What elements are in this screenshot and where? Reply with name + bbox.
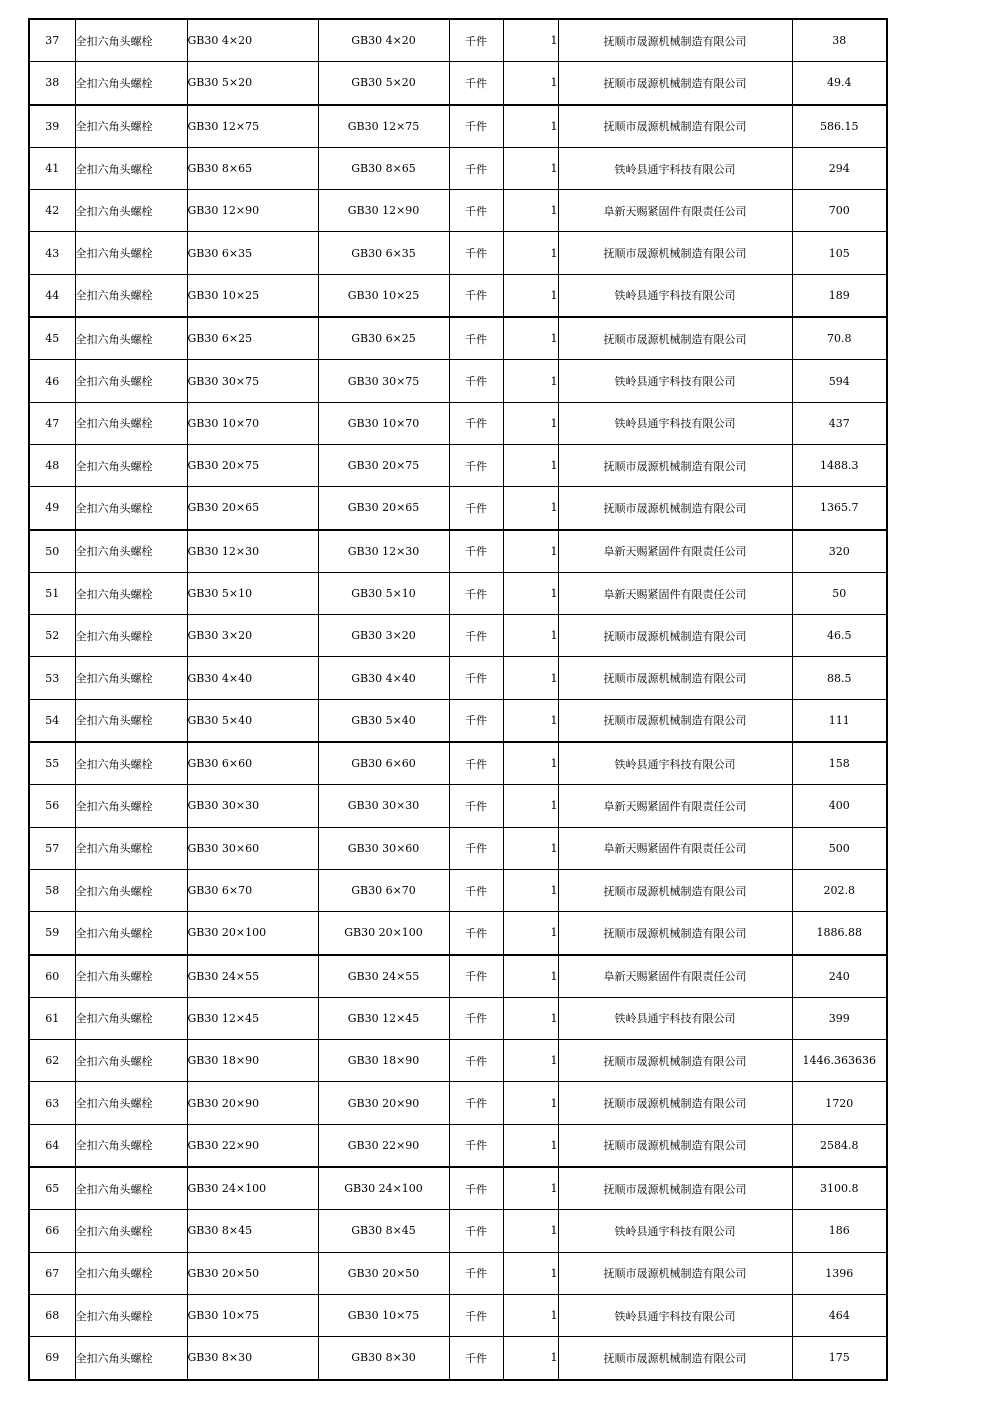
quantity-cell: 1: [503, 317, 558, 360]
spec-duplicate-cell: GB30 4×20: [318, 19, 449, 62]
price-cell: 175: [792, 1337, 887, 1380]
part-name-cell: 全扣六角头螺栓: [75, 572, 187, 614]
supplier-cell: 抚顺市晟源机械制造有限公司: [558, 317, 792, 360]
part-name-cell: 全扣六角头螺栓: [75, 1082, 187, 1124]
spec-cell: GB30 20×90: [187, 1082, 318, 1124]
spec-cell: GB30 20×75: [187, 444, 318, 486]
unit-cell: 千件: [449, 827, 503, 869]
row-number-cell: 61: [29, 997, 75, 1039]
supplier-cell: 抚顺市晟源机械制造有限公司: [558, 657, 792, 699]
spec-cell: GB30 8×45: [187, 1210, 318, 1252]
spec-cell: GB30 10×70: [187, 402, 318, 444]
spec-cell: GB30 30×75: [187, 360, 318, 402]
spec-duplicate-cell: GB30 20×75: [318, 444, 449, 486]
spec-duplicate-cell: GB30 20×50: [318, 1252, 449, 1294]
spec-duplicate-cell: GB30 4×40: [318, 657, 449, 699]
part-name-cell: 全扣六角头螺栓: [75, 360, 187, 402]
price-cell: 1488.3: [792, 444, 887, 486]
quantity-cell: 1: [503, 869, 558, 911]
quantity-cell: 1: [503, 147, 558, 189]
quantity-cell: 1: [503, 997, 558, 1039]
unit-cell: 千件: [449, 615, 503, 657]
unit-cell: 千件: [449, 232, 503, 274]
spec-duplicate-cell: GB30 30×60: [318, 827, 449, 869]
price-cell: 1720: [792, 1082, 887, 1124]
table-row: [29, 317, 887, 360]
quantity-cell: 1: [503, 1337, 558, 1380]
table-row: [29, 147, 887, 189]
spec-cell: GB30 12×30: [187, 530, 318, 573]
quantity-cell: 1: [503, 827, 558, 869]
unit-cell: 千件: [449, 912, 503, 955]
unit-cell: 千件: [449, 1124, 503, 1167]
supplier-cell: 抚顺市晟源机械制造有限公司: [558, 1040, 792, 1082]
quantity-cell: 1: [503, 657, 558, 699]
spec-cell: GB30 5×20: [187, 62, 318, 105]
table-row: [29, 444, 887, 486]
price-cell: 202.8: [792, 869, 887, 911]
table-row: [29, 105, 887, 148]
spec-duplicate-cell: GB30 20×100: [318, 912, 449, 955]
unit-cell: 千件: [449, 62, 503, 105]
price-cell: 500: [792, 827, 887, 869]
table-row: [29, 190, 887, 232]
price-cell: 50: [792, 572, 887, 614]
supplier-cell: 铁岭县通宇科技有限公司: [558, 274, 792, 317]
spec-duplicate-cell: GB30 5×10: [318, 572, 449, 614]
spec-cell: GB30 12×75: [187, 105, 318, 148]
price-cell: 594: [792, 360, 887, 402]
supplier-cell: 铁岭县通宇科技有限公司: [558, 402, 792, 444]
row-number-cell: 56: [29, 785, 75, 827]
part-name-cell: 全扣六角头螺栓: [75, 402, 187, 444]
spec-cell: GB30 4×40: [187, 657, 318, 699]
quantity-cell: 1: [503, 912, 558, 955]
spec-cell: GB30 6×25: [187, 317, 318, 360]
unit-cell: 千件: [449, 785, 503, 827]
spec-cell: GB30 12×90: [187, 190, 318, 232]
table-row: [29, 530, 887, 573]
quantity-cell: 1: [503, 105, 558, 148]
spec-cell: GB30 10×75: [187, 1294, 318, 1336]
unit-cell: 千件: [449, 1252, 503, 1294]
quantity-cell: 1: [503, 1167, 558, 1210]
price-cell: 38: [792, 19, 887, 62]
price-cell: 186: [792, 1210, 887, 1252]
spec-duplicate-cell: GB30 5×40: [318, 699, 449, 742]
spec-duplicate-cell: GB30 18×90: [318, 1040, 449, 1082]
spec-cell: GB30 20×65: [187, 487, 318, 530]
row-number-cell: 66: [29, 1210, 75, 1252]
spec-duplicate-cell: GB30 10×25: [318, 274, 449, 317]
price-cell: 437: [792, 402, 887, 444]
part-name-cell: 全扣六角头螺栓: [75, 444, 187, 486]
quantity-cell: 1: [503, 785, 558, 827]
spec-duplicate-cell: GB30 12×90: [318, 190, 449, 232]
row-number-cell: 47: [29, 402, 75, 444]
supplier-cell: 抚顺市晟源机械制造有限公司: [558, 232, 792, 274]
price-cell: 2584.8: [792, 1124, 887, 1167]
unit-cell: 千件: [449, 444, 503, 486]
table-row: [29, 785, 887, 827]
part-name-cell: 全扣六角头螺栓: [75, 912, 187, 955]
spec-cell: GB30 20×100: [187, 912, 318, 955]
supplier-cell: 铁岭县通宇科技有限公司: [558, 360, 792, 402]
unit-cell: 千件: [449, 657, 503, 699]
row-number-cell: 45: [29, 317, 75, 360]
spec-cell: GB30 5×10: [187, 572, 318, 614]
unit-cell: 千件: [449, 572, 503, 614]
quantity-cell: 1: [503, 274, 558, 317]
spec-cell: GB30 4×20: [187, 19, 318, 62]
part-name-cell: 全扣六角头螺栓: [75, 785, 187, 827]
spec-duplicate-cell: GB30 8×45: [318, 1210, 449, 1252]
row-number-cell: 54: [29, 699, 75, 742]
quantity-cell: 1: [503, 699, 558, 742]
row-number-cell: 55: [29, 742, 75, 785]
spec-duplicate-cell: GB30 10×70: [318, 402, 449, 444]
spec-duplicate-cell: GB30 22×90: [318, 1124, 449, 1167]
unit-cell: 千件: [449, 869, 503, 911]
price-cell: 1446.363636: [792, 1040, 887, 1082]
row-number-cell: 49: [29, 487, 75, 530]
row-number-cell: 63: [29, 1082, 75, 1124]
supplier-cell: 阜新天赐紧固件有限责任公司: [558, 785, 792, 827]
part-name-cell: 全扣六角头螺栓: [75, 1337, 187, 1380]
spec-cell: GB30 12×45: [187, 997, 318, 1039]
unit-cell: 千件: [449, 360, 503, 402]
supplier-cell: 抚顺市晟源机械制造有限公司: [558, 444, 792, 486]
spec-duplicate-cell: GB30 12×30: [318, 530, 449, 573]
part-name-cell: 全扣六角头螺栓: [75, 1294, 187, 1336]
supplier-cell: 抚顺市晟源机械制造有限公司: [558, 19, 792, 62]
price-cell: 158: [792, 742, 887, 785]
quantity-cell: 1: [503, 1210, 558, 1252]
supplier-cell: 阜新天赐紧固件有限责任公司: [558, 955, 792, 998]
unit-cell: 千件: [449, 190, 503, 232]
unit-cell: 千件: [449, 1337, 503, 1380]
quantity-cell: 1: [503, 1040, 558, 1082]
row-number-cell: 65: [29, 1167, 75, 1210]
price-cell: 1365.7: [792, 487, 887, 530]
spec-cell: GB30 8×30: [187, 1337, 318, 1380]
price-cell: 240: [792, 955, 887, 998]
unit-cell: 千件: [449, 997, 503, 1039]
price-cell: 70.8: [792, 317, 887, 360]
price-cell: 294: [792, 147, 887, 189]
row-number-cell: 62: [29, 1040, 75, 1082]
part-name-cell: 全扣六角头螺栓: [75, 147, 187, 189]
unit-cell: 千件: [449, 105, 503, 148]
supplier-cell: 抚顺市晟源机械制造有限公司: [558, 1337, 792, 1380]
table-row: [29, 615, 887, 657]
unit-cell: 千件: [449, 487, 503, 530]
quantity-cell: 1: [503, 1124, 558, 1167]
quantity-cell: 1: [503, 1082, 558, 1124]
row-number-cell: 41: [29, 147, 75, 189]
supplier-cell: 阜新天赐紧固件有限责任公司: [558, 572, 792, 614]
supplier-cell: 抚顺市晟源机械制造有限公司: [558, 869, 792, 911]
table-row: [29, 402, 887, 444]
part-name-cell: 全扣六角头螺栓: [75, 997, 187, 1039]
price-cell: 399: [792, 997, 887, 1039]
spec-duplicate-cell: GB30 30×75: [318, 360, 449, 402]
spec-cell: GB30 5×40: [187, 699, 318, 742]
table-row: [29, 487, 887, 530]
part-name-cell: 全扣六角头螺栓: [75, 827, 187, 869]
row-number-cell: 46: [29, 360, 75, 402]
unit-cell: 千件: [449, 274, 503, 317]
part-name-cell: 全扣六角头螺栓: [75, 487, 187, 530]
table-row: [29, 1252, 887, 1294]
row-number-cell: 53: [29, 657, 75, 699]
table-row: [29, 997, 887, 1039]
row-number-cell: 44: [29, 274, 75, 317]
price-cell: 3100.8: [792, 1167, 887, 1210]
part-name-cell: 全扣六角头螺栓: [75, 19, 187, 62]
unit-cell: 千件: [449, 402, 503, 444]
unit-cell: 千件: [449, 147, 503, 189]
spec-cell: GB30 22×90: [187, 1124, 318, 1167]
spec-duplicate-cell: GB30 6×70: [318, 869, 449, 911]
price-cell: 1396: [792, 1252, 887, 1294]
part-name-cell: 全扣六角头螺栓: [75, 232, 187, 274]
supplier-cell: 阜新天赐紧固件有限责任公司: [558, 530, 792, 573]
unit-cell: 千件: [449, 699, 503, 742]
supplier-cell: 抚顺市晟源机械制造有限公司: [558, 615, 792, 657]
table-row: [29, 1167, 887, 1210]
row-number-cell: 48: [29, 444, 75, 486]
price-cell: 586.15: [792, 105, 887, 148]
unit-cell: 千件: [449, 530, 503, 573]
part-name-cell: 全扣六角头螺栓: [75, 1124, 187, 1167]
part-name-cell: 全扣六角头螺栓: [75, 1210, 187, 1252]
part-name-cell: 全扣六角头螺栓: [75, 1040, 187, 1082]
spec-duplicate-cell: GB30 12×45: [318, 997, 449, 1039]
row-number-cell: 68: [29, 1294, 75, 1336]
table-row: [29, 572, 887, 614]
quantity-cell: 1: [503, 742, 558, 785]
supplier-cell: 铁岭县通宇科技有限公司: [558, 997, 792, 1039]
spec-cell: GB30 20×50: [187, 1252, 318, 1294]
supplier-cell: 抚顺市晟源机械制造有限公司: [558, 912, 792, 955]
spec-duplicate-cell: GB30 5×20: [318, 62, 449, 105]
supplier-cell: 抚顺市晟源机械制造有限公司: [558, 1082, 792, 1124]
table-row: [29, 1082, 887, 1124]
part-name-cell: 全扣六角头螺栓: [75, 615, 187, 657]
spec-cell: GB30 3×20: [187, 615, 318, 657]
price-cell: 88.5: [792, 657, 887, 699]
row-number-cell: 58: [29, 869, 75, 911]
row-number-cell: 67: [29, 1252, 75, 1294]
row-number-cell: 50: [29, 530, 75, 573]
part-name-cell: 全扣六角头螺栓: [75, 742, 187, 785]
row-number-cell: 51: [29, 572, 75, 614]
spec-duplicate-cell: GB30 3×20: [318, 615, 449, 657]
supplier-cell: 抚顺市晟源机械制造有限公司: [558, 105, 792, 148]
supplier-cell: 铁岭县通宇科技有限公司: [558, 1210, 792, 1252]
row-number-cell: 43: [29, 232, 75, 274]
table-row: [29, 1124, 887, 1167]
supplier-cell: 抚顺市晟源机械制造有限公司: [558, 1167, 792, 1210]
spec-cell: GB30 24×55: [187, 955, 318, 998]
table-row: [29, 1210, 887, 1252]
price-cell: 1886.88: [792, 912, 887, 955]
table-body: [29, 19, 887, 1380]
spec-cell: GB30 6×60: [187, 742, 318, 785]
quantity-cell: 1: [503, 1294, 558, 1336]
part-name-cell: 全扣六角头螺栓: [75, 274, 187, 317]
row-number-cell: 38: [29, 62, 75, 105]
price-cell: 400: [792, 785, 887, 827]
price-cell: 700: [792, 190, 887, 232]
spec-duplicate-cell: GB30 6×35: [318, 232, 449, 274]
unit-cell: 千件: [449, 742, 503, 785]
row-number-cell: 52: [29, 615, 75, 657]
part-name-cell: 全扣六角头螺栓: [75, 105, 187, 148]
table-row: [29, 869, 887, 911]
quantity-cell: 1: [503, 1252, 558, 1294]
price-cell: 189: [792, 274, 887, 317]
unit-cell: 千件: [449, 1040, 503, 1082]
price-cell: 320: [792, 530, 887, 573]
spec-duplicate-cell: GB30 6×60: [318, 742, 449, 785]
spec-duplicate-cell: GB30 10×75: [318, 1294, 449, 1336]
part-name-cell: 全扣六角头螺栓: [75, 530, 187, 573]
row-number-cell: 42: [29, 190, 75, 232]
price-cell: 105: [792, 232, 887, 274]
row-number-cell: 59: [29, 912, 75, 955]
part-name-cell: 全扣六角头螺栓: [75, 1252, 187, 1294]
price-cell: 111: [792, 699, 887, 742]
unit-cell: 千件: [449, 1210, 503, 1252]
table-row: [29, 699, 887, 742]
part-name-cell: 全扣六角头螺栓: [75, 317, 187, 360]
spec-duplicate-cell: GB30 30×30: [318, 785, 449, 827]
unit-cell: 千件: [449, 317, 503, 360]
spec-cell: GB30 6×70: [187, 869, 318, 911]
spec-cell: GB30 24×100: [187, 1167, 318, 1210]
spec-cell: GB30 6×35: [187, 232, 318, 274]
spec-cell: GB30 8×65: [187, 147, 318, 189]
supplier-cell: 抚顺市晟源机械制造有限公司: [558, 487, 792, 530]
part-name-cell: 全扣六角头螺栓: [75, 699, 187, 742]
supplier-cell: 阜新天赐紧固件有限责任公司: [558, 827, 792, 869]
spec-duplicate-cell: GB30 20×65: [318, 487, 449, 530]
table-row: [29, 1337, 887, 1380]
row-number-cell: 69: [29, 1337, 75, 1380]
quantity-cell: 1: [503, 62, 558, 105]
supplier-cell: 铁岭县通宇科技有限公司: [558, 147, 792, 189]
spec-cell: GB30 18×90: [187, 1040, 318, 1082]
quantity-cell: 1: [503, 572, 558, 614]
spec-duplicate-cell: GB30 20×90: [318, 1082, 449, 1124]
spec-duplicate-cell: GB30 8×65: [318, 147, 449, 189]
row-number-cell: 37: [29, 19, 75, 62]
supplier-cell: 抚顺市晟源机械制造有限公司: [558, 1124, 792, 1167]
supplier-cell: 抚顺市晟源机械制造有限公司: [558, 62, 792, 105]
supplier-cell: 铁岭县通宇科技有限公司: [558, 742, 792, 785]
quantity-cell: 1: [503, 360, 558, 402]
unit-cell: 千件: [449, 1294, 503, 1336]
table-row: [29, 274, 887, 317]
quantity-cell: 1: [503, 402, 558, 444]
quantity-cell: 1: [503, 190, 558, 232]
row-number-cell: 60: [29, 955, 75, 998]
spec-duplicate-cell: GB30 6×25: [318, 317, 449, 360]
unit-cell: 千件: [449, 1167, 503, 1210]
unit-cell: 千件: [449, 19, 503, 62]
spec-duplicate-cell: GB30 8×30: [318, 1337, 449, 1380]
spec-duplicate-cell: GB30 24×100: [318, 1167, 449, 1210]
supplier-cell: 抚顺市晟源机械制造有限公司: [558, 1252, 792, 1294]
quantity-cell: 1: [503, 955, 558, 998]
quantity-cell: 1: [503, 19, 558, 62]
row-number-cell: 39: [29, 105, 75, 148]
table-row: [29, 232, 887, 274]
quantity-cell: 1: [503, 615, 558, 657]
unit-cell: 千件: [449, 955, 503, 998]
supplier-cell: 抚顺市晟源机械制造有限公司: [558, 699, 792, 742]
table-row: [29, 62, 887, 105]
parts-table: [28, 18, 888, 1381]
price-cell: 464: [792, 1294, 887, 1336]
part-name-cell: 全扣六角头螺栓: [75, 955, 187, 998]
table-row: [29, 657, 887, 699]
quantity-cell: 1: [503, 444, 558, 486]
table-row: [29, 19, 887, 62]
spec-cell: GB30 30×30: [187, 785, 318, 827]
price-cell: 49.4: [792, 62, 887, 105]
table-row: [29, 360, 887, 402]
table-row: [29, 742, 887, 785]
table-row: [29, 827, 887, 869]
part-name-cell: 全扣六角头螺栓: [75, 869, 187, 911]
spec-cell: GB30 30×60: [187, 827, 318, 869]
table-row: [29, 955, 887, 998]
part-name-cell: 全扣六角头螺栓: [75, 1167, 187, 1210]
part-name-cell: 全扣六角头螺栓: [75, 190, 187, 232]
part-name-cell: 全扣六角头螺栓: [75, 62, 187, 105]
quantity-cell: 1: [503, 530, 558, 573]
spec-duplicate-cell: GB30 24×55: [318, 955, 449, 998]
part-name-cell: 全扣六角头螺栓: [75, 657, 187, 699]
table-row: [29, 1294, 887, 1336]
row-number-cell: 57: [29, 827, 75, 869]
spec-cell: GB30 10×25: [187, 274, 318, 317]
supplier-cell: 铁岭县通宇科技有限公司: [558, 1294, 792, 1336]
price-cell: 46.5: [792, 615, 887, 657]
spec-duplicate-cell: GB30 12×75: [318, 105, 449, 148]
quantity-cell: 1: [503, 232, 558, 274]
supplier-cell: 阜新天赐紧固件有限责任公司: [558, 190, 792, 232]
quantity-cell: 1: [503, 487, 558, 530]
table-row: [29, 912, 887, 955]
table-row: [29, 1040, 887, 1082]
row-number-cell: 64: [29, 1124, 75, 1167]
unit-cell: 千件: [449, 1082, 503, 1124]
